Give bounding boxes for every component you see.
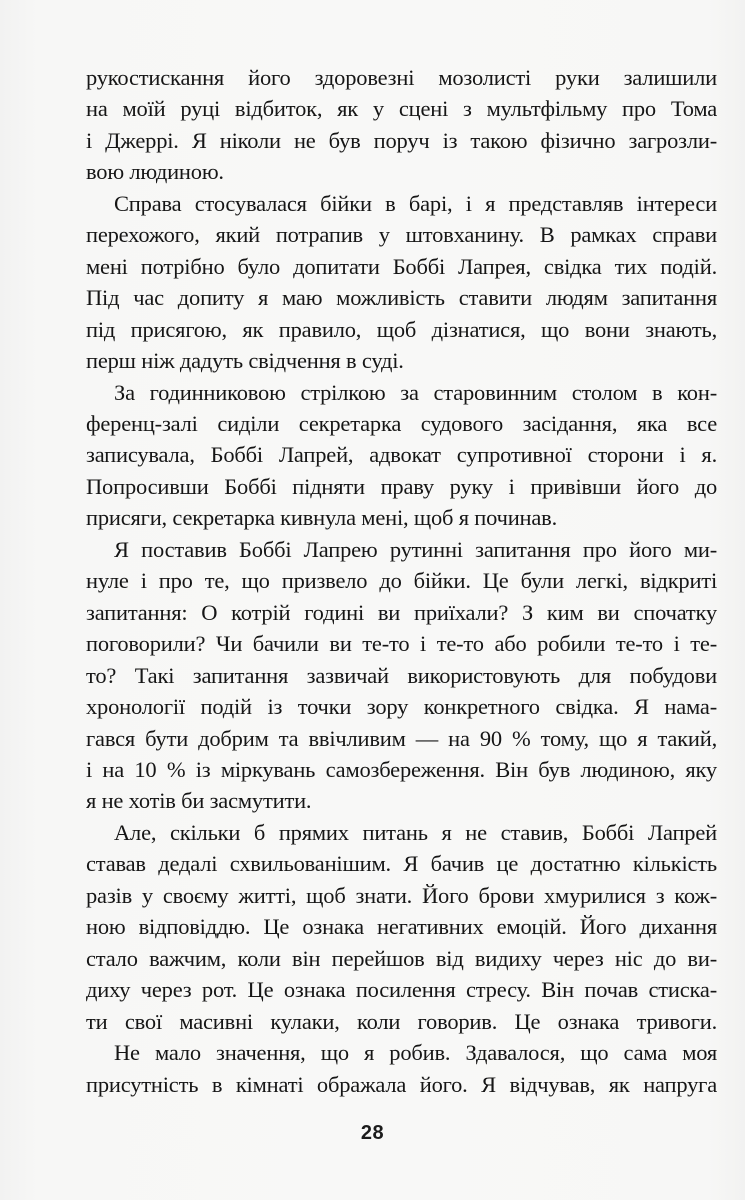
text-line: Не мало значення, що я робив. Здавалося, що сама моя xyxy=(114,1040,717,1066)
text-line: диху через рот. Це ознака посилення стресу. Він почав стиска- xyxy=(86,977,717,1003)
text-line: ною відповіддю. Це ознака негативних емоцій. Його дихання xyxy=(86,914,717,940)
text-line: гався бути добрим та ввічливим — на 90 % тому, що я такий, xyxy=(86,725,717,751)
text-line: ставав дедалі схвильованішим. Я бачив це достатню кількість xyxy=(86,851,717,877)
text-line: рукостискання його здоровезні мозолисті руки залишили xyxy=(86,65,717,90)
text-line: стало важчим, коли він перейшов від видиху через ніс до ви- xyxy=(86,945,717,971)
text-line: я не хотів би засмутити. xyxy=(86,788,312,814)
text-line: присутність в кімнаті ображала його. Я відчував, як напруга xyxy=(86,1071,717,1097)
page-number: 28 xyxy=(360,1122,385,1144)
text-line: поговорили? Чи бачили ви те-то і те-то або робили те-то і те- xyxy=(86,631,717,657)
text-line: на моїй руці відбиток, як у сцені з мультфільму про Тома xyxy=(86,96,717,122)
text-line: записувала, Боббі Лапрей, адвокат супротивної сторони і я. xyxy=(86,442,717,468)
text-line: вою людиною. xyxy=(86,159,224,185)
text-line: Але, скільки б прямих питань я не ставив, Боббі Лапрей xyxy=(114,819,717,845)
text-line: ти свої масивні кулаки, коли говорив. Це ознака тривоги. xyxy=(86,1008,717,1034)
text-line: присяги, секретарка кивнула мені, щоб я починав. xyxy=(86,505,558,531)
paragraph xyxy=(86,817,717,1037)
text-line: перш ніж дадуть свідчення в суді. xyxy=(86,348,404,374)
text-line: Під час допиту я маю можливість ставити людям запитання xyxy=(86,285,717,311)
text-line: разів у своєму житті, щоб знати. Його брови хмурилися з кож- xyxy=(86,882,717,908)
text-line: і Джеррі. Я ніколи не був поруч із такою фізично загрозли- xyxy=(86,127,717,153)
paragraph xyxy=(86,534,717,817)
text-line: то? Такі запитання зазвичай використовують для побудови xyxy=(86,662,717,688)
text-line: мені потрібно було допитати Боббі Лапрея, свідка тих подій. xyxy=(86,253,717,279)
text-line: запитання: О котрій годині ви приїхали? З ким ви спочатку xyxy=(86,599,717,625)
text-line: хронології подій із точки зору конкретного свідка. Я нама- xyxy=(86,694,717,720)
text-line: нуле і про те, що призвело до бійки. Це були легкі, відкриті xyxy=(86,568,717,594)
text-block xyxy=(86,62,717,1100)
text-line: ференц-залі сиділи секретарка судового засідання, яка все xyxy=(86,410,717,436)
text-line: перехожого, який потрапив у штовханину. В рамках справи xyxy=(86,222,717,248)
text-line: Я поставив Боббі Лапрею рутинні запитання про його ми- xyxy=(114,536,717,562)
text-line: Попросивши Боббі підняти праву руку і привівши його до xyxy=(86,473,717,499)
paragraph xyxy=(86,377,717,534)
paragraph xyxy=(86,62,717,188)
text-line: За годинниковою стрілкою за старовинним столом в кон- xyxy=(114,379,717,405)
text-line: під присягою, як правило, щоб дізнатися, що вони знають, xyxy=(86,316,717,342)
paragraph xyxy=(86,188,717,377)
paragraph xyxy=(86,1037,717,1100)
text-line: Справа стосувалася бійки в барі, і я представляв інтереси xyxy=(114,190,717,216)
text-line: і на 10 % із міркувань самозбереження. Він був людиною, яку xyxy=(86,756,717,782)
